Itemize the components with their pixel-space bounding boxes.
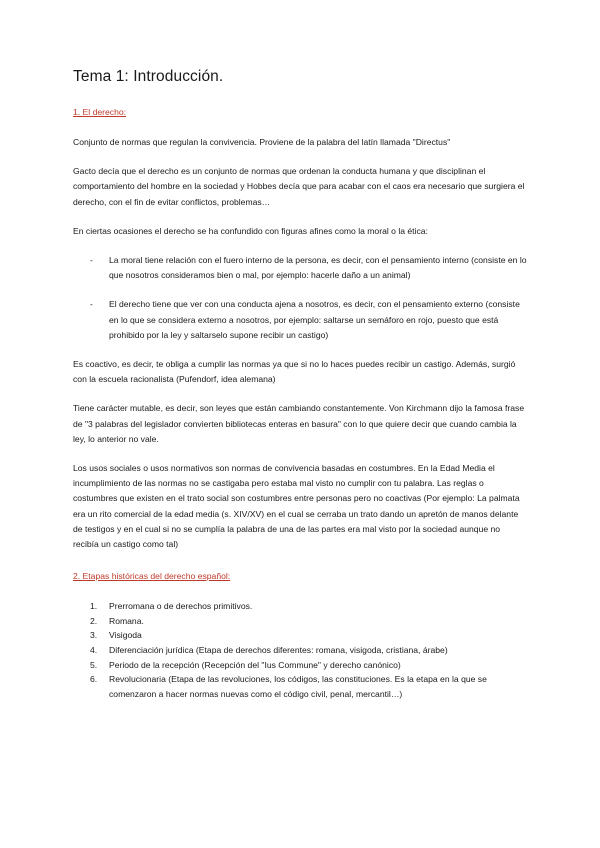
document-content <box>73 68 527 701</box>
list-number: 1. <box>90 601 98 612</box>
list-item-text: Revolucionaria (Etapa de las revoluciones, los códigos, las constituciones. Es la etapa en la que se comenzaron a hacer normas nuevas como el código civil, penal, mercantil…) <box>109 674 487 699</box>
list-item <box>73 643 527 658</box>
list-item <box>73 658 527 673</box>
section-heading-el-derecho: 1. El derecho: <box>73 107 127 117</box>
list-item <box>73 672 527 701</box>
numbered-list-etapas <box>73 599 527 701</box>
bullet-item <box>73 253 527 283</box>
bullet-dash: - <box>90 255 93 266</box>
list-number: 4. <box>90 645 98 656</box>
bullet-text: El derecho tiene que ver con una conducta ajena a nosotros, es decir, con el pensamiento externo (consiste en lo que se considera externo a nosotros, por ejemplo: saltarse un semáforo en rojo, puesto que está prohibido por la ley y saltarselo supone recibir un castigo) <box>109 299 520 340</box>
list-number: 6. <box>90 674 98 685</box>
list-item <box>73 628 527 643</box>
list-item <box>73 599 527 614</box>
bullet-text: La moral tiene relación con el fuero interno de la persona, es decir, con el pensamiento interno (consiste en lo que nosotros consideramos bien o mal, por ejemplo: hacerle daño a un animal) <box>109 255 527 281</box>
list-number: 5. <box>90 659 98 670</box>
section-heading-etapas: 2. Etapas históricas del derecho español: <box>73 571 231 582</box>
list-number: 3. <box>90 630 98 641</box>
paragraph-figuras-afines: En ciertas ocasiones el derecho se ha confundido con figuras afines como la moral o la ética: <box>73 225 428 236</box>
list-item-text: Diferenciación jurídica (Etapa de derechos diferentes: romana, visigoda, cristiana, árabe) <box>109 645 448 656</box>
bullet-list-moral-derecho <box>73 253 527 343</box>
list-item-text: Romana. <box>109 615 144 626</box>
list-item <box>73 614 527 629</box>
paragraph-mutable: Tiene carácter mutable, es decir, son leyes que están cambiando constantemente. Von Kirchmann dijo la famosa frase de "3 palabras del legislador convierten bibliotecas enteras en basura" con lo que quiere decir que cuando cambia la ley, lo anterior no vale. <box>73 403 525 444</box>
paragraph-definition: Conjunto de normas que regulan la convivencia. Proviene de la palabra del latín llamada "Directus" <box>73 137 451 147</box>
page-title: Tema 1: Introducción. <box>73 68 224 85</box>
paragraph-usos-sociales: Los usos sociales o usos normativos son normas de convivencia basadas en costumbres. En la Edad Media el incumplimiento de las normas no se castigaba pero estaba mal visto no cumplir con tu palabra. Las reglas o costumbres que existen en el trato social son costumbres entre personas pero no coactivas (Por ejemplo: La palmata era un rito comercial de la edad media (s. XIV/XV) en el cual se cerraba un trato dando un apretón de manos delante de testigos y en el cual si no se cumplía la palabra de una de las partes era mal visto por la sociedad aunque no recibía un castigo como tal) <box>73 463 520 550</box>
list-number: 2. <box>90 615 98 626</box>
bullet-item <box>73 297 527 343</box>
paragraph-coactivo: Es coactivo, es decir, te obliga a cumplir las normas ya que si no lo haces puedes recibir un castigo. Además, surgió con la escuela racionalista (Pufendorf, idea alemana) <box>73 359 516 385</box>
list-item-text: Visigoda <box>109 630 142 641</box>
bullet-dash: - <box>90 299 93 310</box>
paragraph-gacto-hobbes: Gacto decía que el derecho es un conjunto de normas que ordenan la conducta humana y que disciplinan el comportamiento del hombre en la sociedad y Hobbes decía que para acabar con el caos era necesario que surgiera el derecho, con el fin de evitar conflictos, problemas… <box>73 166 525 207</box>
list-item-text: Periodo de la recepción (Recepción del "Ius Commune" y derecho canónico) <box>109 659 401 670</box>
list-item-text: Prerromana o de derechos primitivos. <box>109 601 253 612</box>
